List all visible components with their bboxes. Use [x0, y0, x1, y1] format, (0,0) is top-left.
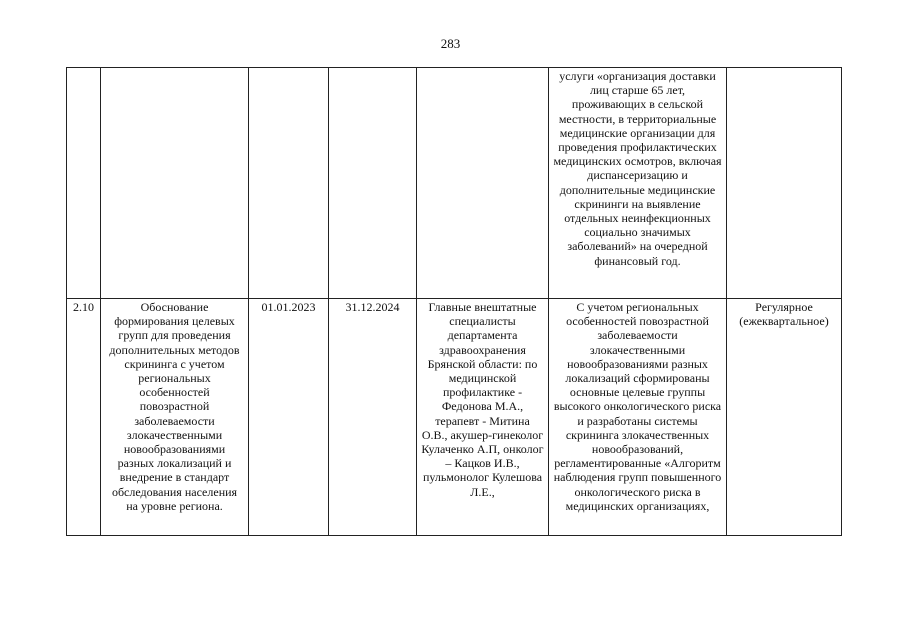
- cell-start-date: 01.01.2023: [249, 299, 329, 536]
- cell-executors: [417, 299, 549, 536]
- cell-end-date: 31.12.2024: [329, 299, 417, 536]
- cell-result-text: услуги «организация доставки лиц старше 65 лет, проживающих в сельской местности, в территориальные медицинские организации для проведения профилактических медицинских осмотров, включая диспансеризацию и дополнительные медицинские скрининги на выявление отдельных неинфекционных социально значимых заболеваний» на очередной финансовый год.: [553, 69, 722, 268]
- cell-executors: [417, 68, 549, 299]
- cell-end-date: [329, 68, 417, 299]
- cell-number: 2.10: [67, 299, 101, 536]
- measures-table: [66, 67, 842, 536]
- cell-result: [549, 299, 727, 536]
- cell-executors-text: Главные внештатные специалисты департамента здравоохранения Брянской области: по медицинской профилактике - Федонова М.А., терапевт - Митина О.В., акушер-гинеколог Кулаченко А.П, онколог – Кацков И.В., пульмонолог Кулешова Л.Е.,: [421, 300, 544, 499]
- cell-measure-name-text: Обоснование формирования целевых групп для проведения дополнительных методов скрининга с учетом региональных особенностей повозрастной заболеваемости злокачественными новообразованиями разных локализаций и внедрение в стандарт обследования населения на уровне региона.: [109, 300, 240, 513]
- cell-result: [549, 68, 727, 299]
- cell-periodicity: [727, 68, 842, 299]
- page-number: 283: [440, 36, 461, 51]
- cell-number: [67, 68, 101, 299]
- table-row: [67, 299, 842, 536]
- cell-start-date: [249, 68, 329, 299]
- cell-result-text: С учетом региональных особенностей повозрастной заболеваемости злокачественными новообразованиями разных локализаций сформированы основные целевые группы высокого онкологического риска и разработаны системы скрининга злокачественных новообразований, регламентированные «Алгоритм наблюдения групп повышенного онкологического риска в медицинских организациях,: [553, 300, 722, 513]
- cell-measure-name: [101, 299, 249, 536]
- table-row: [67, 68, 842, 299]
- cell-measure-name: [101, 68, 249, 299]
- cell-periodicity: Регулярное (ежеквартальное): [727, 299, 842, 536]
